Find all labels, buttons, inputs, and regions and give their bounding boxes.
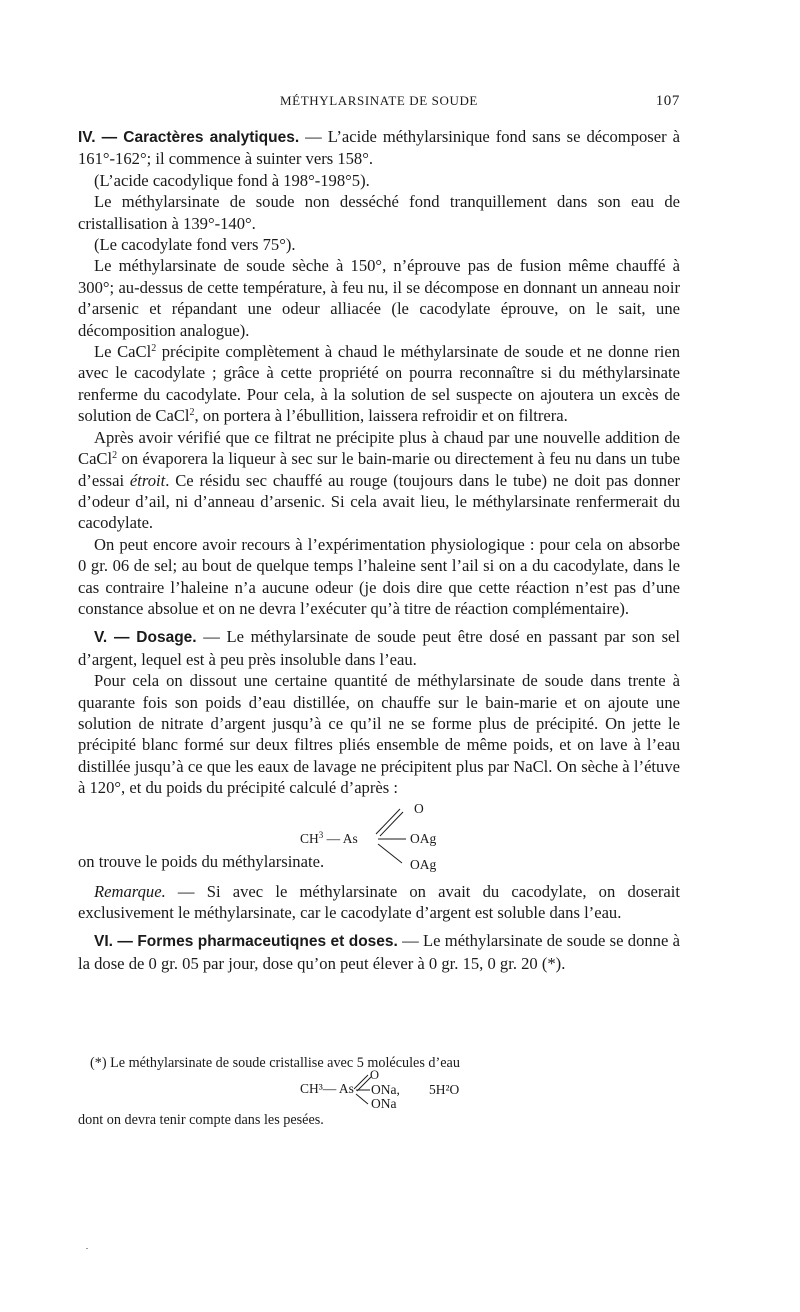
paragraph: Le méthylarsinate de soude sèche à 150°, n’éprouve pas de fusion même chauffé à 300°; au-dessus de cette température, à feu nu, il se décompose en donnant un anneau noir d’arsenic et répandant une odeur alliacée (le cacodylate éprouve, on le sait, une décomposition analogue). <box>78 256 680 340</box>
section-iv-heading: IV. — Caractères analytiques. <box>78 129 300 146</box>
fn-ona-mid: ONa, <box>371 1082 400 1097</box>
fn-formula-left: CH³— As <box>300 1081 354 1096</box>
section-v-intro: V. — Dosage. — Le méthylarsinate de soude peut être dosé en passant par son sel d’argent, lequel est à peu près insoluble dans l’eau. <box>78 627 680 669</box>
running-title: MÉTHYLARSINATE DE SOUDE <box>280 93 478 108</box>
formula-oag-bottom: OAg <box>410 856 437 872</box>
page-number: 107 <box>655 93 680 109</box>
section-vi-heading: VI. — Formes pharmaceutiqnes et doses. <box>94 933 398 951</box>
double-bond-1 <box>376 809 400 834</box>
footnote <box>78 1054 680 1130</box>
paragraph: (L’acide cacodylique fond à 198°-198°5). <box>94 170 370 190</box>
paragraph: Pour cela on dissout une certaine quantité de méthylarsinate de soude dans trente à quarante fois son poids d’eau distillée, on chauffe sur le bain-marie et on ajoute une solution de nitrate d’argent jusqu’à ce qu’il ne se forme plus de précipité. On jette le précipité blanc formé sur deux filtres pliés ensemble de même poids, et on lave à l’eau distillée jusqu’à ce que les eaux de lavage ne précipitent plus par NaCl. On sèche à l’étuve à 120°, et du poids du précipité calculé d’après : <box>78 671 680 798</box>
footnote-line: dont on devra tenir compte dans les pesées. <box>78 1112 324 1128</box>
paragraph-cacl2: Le CaCl$^2$ précipite complètement à chaud le méthylarsinate de soude et ne donne rien avec le cacodylate ; grâce à cette propriété on pourra reconnaître si du méthylarsinate renferme du cacodylate. Pour cela, à la solution de sel suspecte on ajoutera un excès de solution de CaCl$^2$, on portera à l’ébullition, laissera refroidir et on filtrera. <box>78 342 680 426</box>
fn-ona-bottom: ONa <box>371 1096 397 1111</box>
formula-o-top: O <box>414 800 424 816</box>
running-header <box>78 93 680 113</box>
section-vi-intro: VI. — Formes pharmaceutiqnes et doses. — Le méthylarsinate de soude se donne à la dose de 0 gr. 05 par jour, dose qu’on peut élever à 0 gr. 15, 0 gr. 20 (*). <box>78 931 680 973</box>
paragraph-filtrat: Après avoir vérifié que ce filtrat ne précipite plus à chaud par une nouvelle addition de CaCl$^2$ on évaporera la liqueur à sec sur le bain-marie ou directement à feu nu dans un tube d’essai étroit. Ce résidu sec chauffé au rouge (toujours dans le tube) ne doit pas donner d’odeur d’ail, ni d’anneau d’arsenic. Si cela avait lieu, le méthylarsinate renfermerait du cacodylate. <box>78 427 680 533</box>
fn-single-bond-low <box>356 1094 368 1104</box>
footnote-line: (*) Le méthylarsinate de soude cristallise avec 5 molécules d’eau <box>90 1055 460 1071</box>
double-bond-2 <box>380 812 403 836</box>
remark-label: Remarque. <box>94 881 166 901</box>
single-bond-low <box>378 844 402 863</box>
scan-speck <box>86 1248 88 1249</box>
main-text <box>78 126 680 974</box>
remark-paragraph: Remarque. — Si avec le méthylarsinate on avait du cacodylate, on doserait exclusivement le méthylarsinate, car le cacodylate d’argent est soluble dans l’eau. <box>78 881 680 922</box>
section-v-heading: V. — Dosage. <box>94 629 197 647</box>
sodium-methylarsinate-formula <box>78 1068 680 1111</box>
paragraph: Le méthylarsinate de soude non desséché fond tranquillement dans son eau de cristallisation à 139°-140°. <box>78 192 680 233</box>
paragraph: On peut encore avoir recours à l’expérimentation physiologique : pour cela on absorbe 0 gr. 06 de sel; au bout de quelque temps l’haleine sent l’ail si on a du cacodylate, dans le cas contraire l’haleine n’a aucune odeur (je dois dire que cette réaction n’est pas d’une constance absolue et on ne devra l’exécuter qu’à titre de réaction complémentaire). <box>78 534 680 618</box>
section-iv-intro: IV. — Caractères analytiques. — L’acide méthylarsinique fond sans se décomposer à 161°-162°; il commence à suinter vers 158°. <box>78 127 680 169</box>
paragraph: (Le cacodylate fond vers 75°). <box>94 235 296 255</box>
silver-methylarsinate-formula <box>78 801 680 873</box>
fn-water: 5H²O <box>429 1082 460 1097</box>
formula-oag-mid: OAg <box>410 830 437 846</box>
paragraph: on trouve le poids du méthylarsinate. <box>78 852 325 872</box>
fn-o-top: O <box>370 1068 380 1082</box>
formula-ch3: $CH^3$ — As <box>300 829 358 846</box>
footnote-formula-drawing <box>78 1068 680 1111</box>
